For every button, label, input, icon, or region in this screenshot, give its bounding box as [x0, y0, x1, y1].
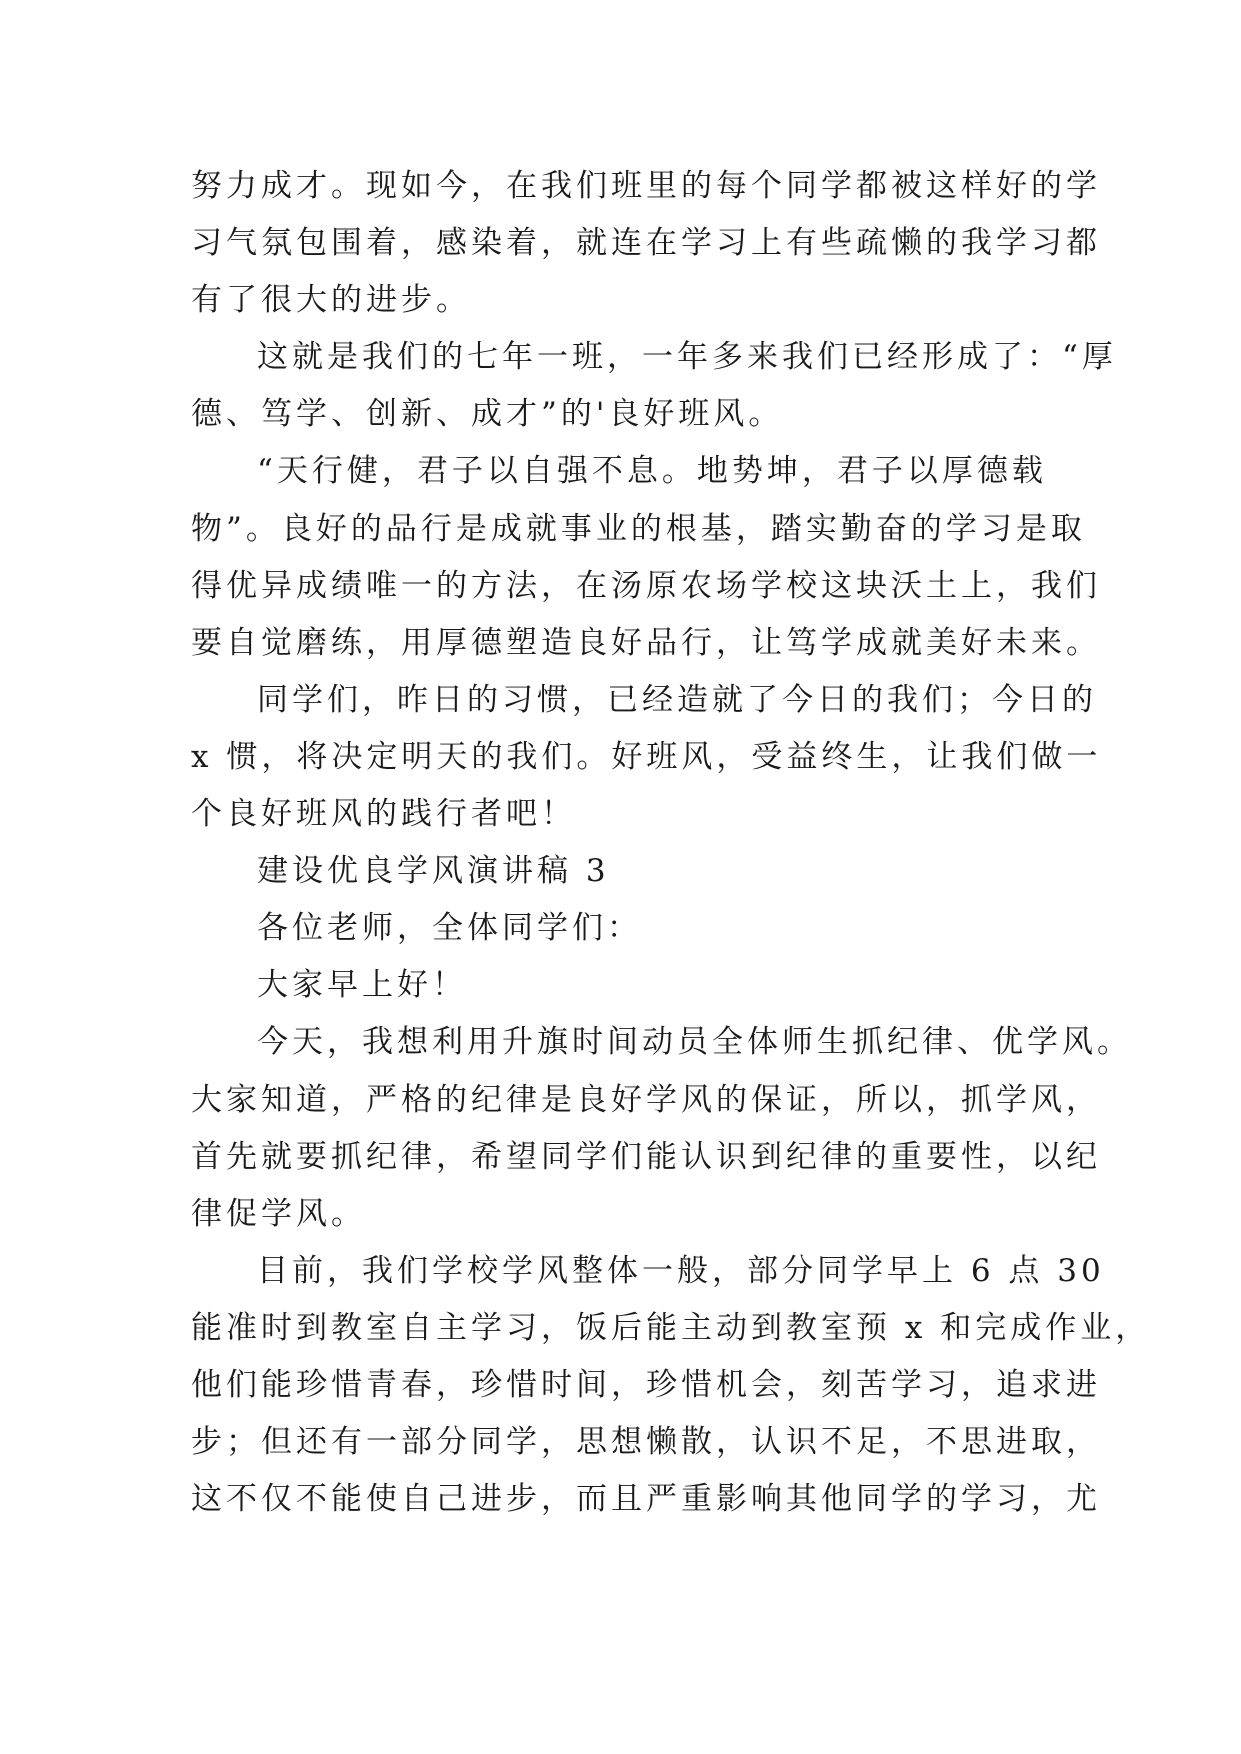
text-line: 这就是我们的七年一班，一年多来我们已经形成了：“厚: [257, 339, 1117, 376]
text-line: 德、笃学、创新、成才”的'良好班风。: [191, 396, 784, 433]
text-line: 步；但还有一部分同学，思想懒散，认识不足，不思进取，: [191, 1424, 1101, 1461]
text-line: x 惯，将决定明天的我们。好班风，受益终生，让我们做一: [191, 738, 1102, 775]
text-line: 能准时到教室自主学习，饭后能主动到教室预 x 和完成作业，: [191, 1309, 1151, 1346]
text-line: 建设优良学风演讲稿 3: [257, 853, 610, 890]
text-line: 个良好班风的践行者吧！: [191, 796, 576, 833]
text-line: 各位老师，全体同学们：: [257, 910, 642, 947]
document-body: [191, 158, 1151, 1528]
text-line: 同学们，昨日的习惯，已经造就了今日的我们；今日的: [257, 681, 1097, 718]
text-line: 大家知道，严格的纪律是良好学风的保证，所以，抓学风，: [191, 1081, 1101, 1118]
text-line: 有了很大的进步。: [191, 282, 471, 319]
text-line: 今天，我想利用升旗时间动员全体师生抓纪律、优学风。: [257, 1024, 1132, 1061]
text-line: 他们能珍惜青春，珍惜时间，珍惜机会，刻苦学习，追求进: [191, 1366, 1101, 1403]
text-line: 物”。良好的品行是成就事业的根基，踏实勤奋的学习是取: [191, 510, 1086, 547]
text-line: 大家早上好！: [257, 967, 467, 1004]
text-line: 律促学风。: [191, 1195, 366, 1232]
text-line: 要自觉磨练，用厚德塑造良好品行，让笃学成就美好未来。: [191, 624, 1101, 661]
text-line: 这不仅不能使自己进步，而且严重影响其他同学的学习，尤: [191, 1481, 1101, 1518]
text-line: 首先就要抓纪律，希望同学们能认识到纪律的重要性，以纪: [191, 1138, 1101, 1175]
text-line: “天行健，君子以自强不息。地势坤，君子以厚德载: [257, 453, 1047, 490]
text-line: 目前，我们学校学风整体一般，部分同学早上 6 点 30: [257, 1252, 1105, 1289]
text-line: 得优异成绩唯一的方法，在汤原农场学校这块沃土上，我们: [191, 567, 1101, 604]
text-line: 习气氛包围着，感染着，就连在学习上有些疏懒的我学习都: [191, 225, 1101, 262]
text-line: 努力成才。现如今，在我们班里的每个同学都被这样好的学: [191, 168, 1101, 204]
